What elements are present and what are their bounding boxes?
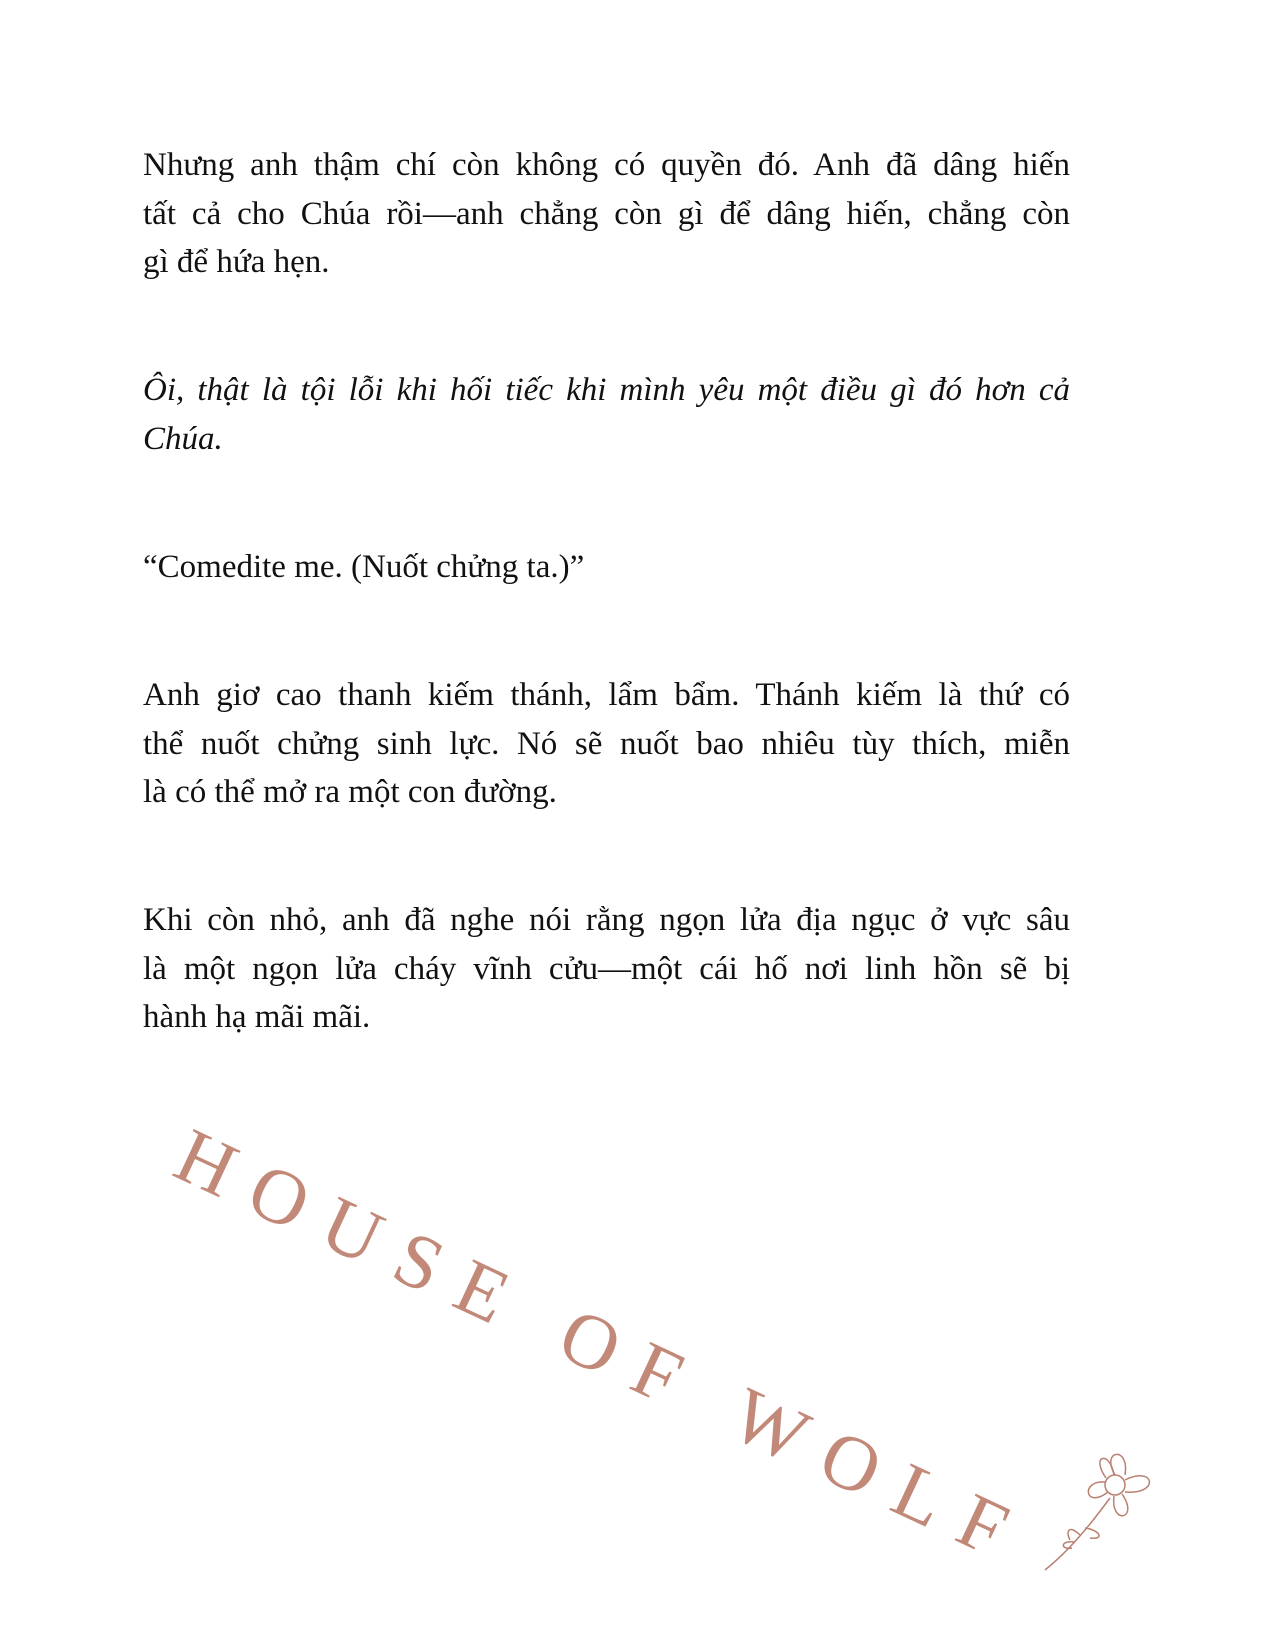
- text-line: Anh giơ cao thanh kiếm thánh, lẩm bẩm. Thánh kiếm là thứ có: [143, 677, 1070, 713]
- text-line: thể nuốt chửng sinh lực. Nó sẽ nuốt bao nhiêu tùy thích, miễn: [143, 725, 1070, 762]
- text-line: hành hạ mãi mãi.: [143, 999, 371, 1035]
- text-line: gì để hứa hẹn.: [143, 244, 330, 280]
- paragraph-3: [143, 543, 1070, 592]
- paragraph-4: [143, 671, 1070, 817]
- paragraph-5: [143, 896, 1070, 1042]
- text-line: “Comedite me. (Nuốt chửng ta.)”: [143, 549, 585, 585]
- paragraph-1: [143, 141, 1070, 287]
- text-line: tất cả cho Chúa rồi—anh chẳng còn gì để dâng hiến, chẳng còn: [143, 195, 1070, 232]
- paragraph-2-italic: [143, 366, 1070, 463]
- text-line: Ôi, thật là tội lỗi khi hối tiếc khi mình yêu một điều gì đó hơn cả: [143, 372, 1070, 408]
- text-line: Nhưng anh thậm chí còn không có quyền đó. Anh đã dâng hiến: [143, 147, 1070, 183]
- watermark-text: HOUSE OF WOLF: [162, 1110, 1043, 1583]
- text-line: là có thể mở ra một con đường.: [143, 774, 557, 810]
- text-line: là một ngọn lửa cháy vĩnh cửu—một cái hố nơi linh hồn sẽ bị: [143, 950, 1070, 987]
- flower-watermark-icon: [1030, 1430, 1180, 1580]
- text-line: Khi còn nhỏ, anh đã nghe nói rằng ngọn lửa địa ngục ở vực sâu: [143, 902, 1070, 938]
- text-line: Chúa.: [143, 420, 223, 457]
